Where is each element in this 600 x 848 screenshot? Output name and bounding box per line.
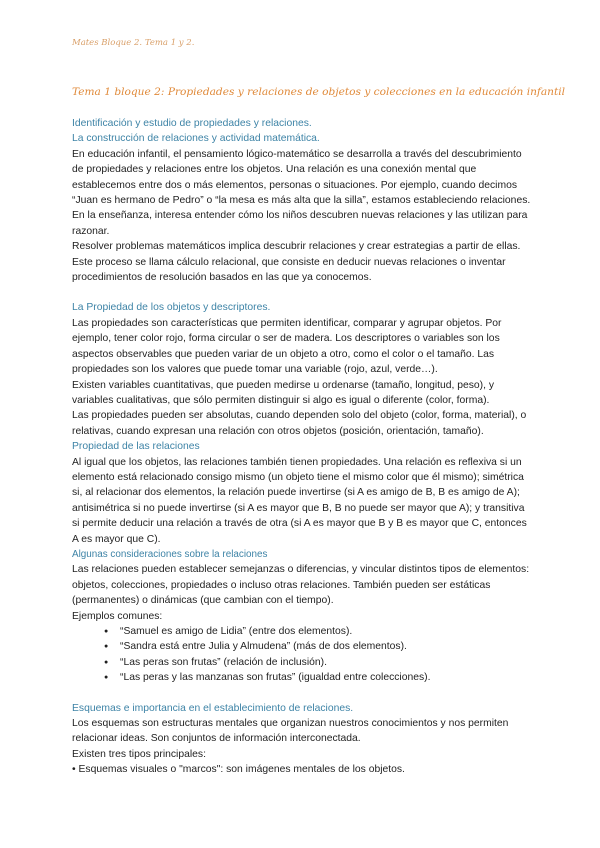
examples-label: Ejemplos comunes: [72,610,163,622]
paragraph: Existen variables cuantitativas, que pueden medirse u ordenarse (tamaño, longitud, peso), y variables cualitativas, que sólo permiten distinguir si algo es igual o diferente (color, forma). [72,379,495,406]
page-title: Tema 1 bloque 2: Propiedades y relaciones de objetos y colecciones en la educación infantil [72,86,566,98]
paragraph: Existen tres tipos principales: [72,748,206,760]
document-body [72,116,534,778]
section-heading-propiedad-relaciones: Propiedad de las relaciones [72,441,200,453]
paragraph: Resolver problemas matemáticos implica descubrir relaciones y crear estrategias a partir de ellas. Este proceso se llama cálculo relacional, que consiste en deducir nuevas relaciones o inventar procedimientos de resolución basados en las que ya conocemos. [72,241,521,284]
list-item: ● “Las peras y las manzanas son frutas” (igualdad entre colecciones). [120,670,534,685]
list-item: ● “Sandra está entre Julia y Almudena” (más de dos elementos). [120,639,534,654]
paragraph: Las relaciones pueden establecer semejanzas o diferencias, y vincular distintos tipos de elementos: objetos, colecciones, propiedades o incluso otras relaciones. También pueden ser estáticas (permanentes) o dinámicas (que cambian con el tiempo). [72,564,530,607]
list-item: ● “Samuel es amigo de Lidia” (entre dos elementos). [120,624,534,639]
paragraph: Al igual que los objetos, las relaciones también tienen propiedades. Una relación es reflexiva si un elemento está relacionado consigo mismo (un objeto tiene el mismo color que él mismo); simétrica si, al relacionar dos elementos, la relación puede invertirse (si A es amigo de B, B es amigo de A); antisimétrica si no puede invertirse (si A es mayor que B, B no puede ser mayor que A); y transitiva si permite deducir una relación a través de otra (si A es mayor que B y B es mayor que C, entonces A es mayor que C). [72,456,527,545]
spacer [72,285,534,300]
examples-list [72,624,534,686]
spacer [72,686,534,701]
section-heading-propiedad-objetos: La Propiedad de los objetos y descriptores. [72,302,271,314]
section-subheading-construccion: La construcción de relaciones y actividad matemática. [72,133,320,145]
paragraph: Las propiedades pueden ser absolutas, cuando dependen solo del objeto (color, forma, material), o relativas, cuando expresan una relación con otros objetos (posición, orientación, tamaño). [72,410,527,437]
section-heading-consideraciones: Algunas consideraciones sobre la relaciones [72,548,268,560]
list-item: ● “Las peras son frutas” (relación de inclusión). [120,655,534,670]
paragraph: Los esquemas son estructuras mentales que organizan nuestros conocimientos y nos permiten relacionar ideas. Son conjuntos de información interconectada. [72,718,509,745]
paragraph: En educación infantil, el pensamiento lógico-matemático se desarrolla a través del descubrimiento de propiedades y relaciones entre los objetos. Una relación es una conexión mental que establecemos entre dos o más elementos, personas o situaciones. Por ejemplo, cuando decimos “Juan es hermano de Pedro” o “la mesa es más alta que la silla”, estamos estableciendo relaciones. En la enseñanza, interesa entender cómo los niños descubren nuevas relaciones y las utilizan para razonar. [72,148,531,237]
paragraph: • Esquemas visuales o "marcos": son imágenes mentales de los objetos. [72,764,405,776]
header-note: Mates Bloque 2. Tema 1 y 2. [72,38,195,48]
paragraph: Las propiedades son características que permiten identificar, comparar y agrupar objetos. Por ejemplo, tener color rojo, forma circular o ser de madera. Los descriptores o variables son los aspectos observables que pueden variar de un objeto a otro, como el color o el tamaño. Las propiedades son los valores que puede tomar una variable (rojo, azul, verde…). [72,317,502,376]
section-heading-identificacion: Identificación y estudio de propiedades y relaciones. [72,118,312,129]
section-heading-esquemas: Esquemas e importancia en el establecimiento de relaciones. [72,702,354,714]
